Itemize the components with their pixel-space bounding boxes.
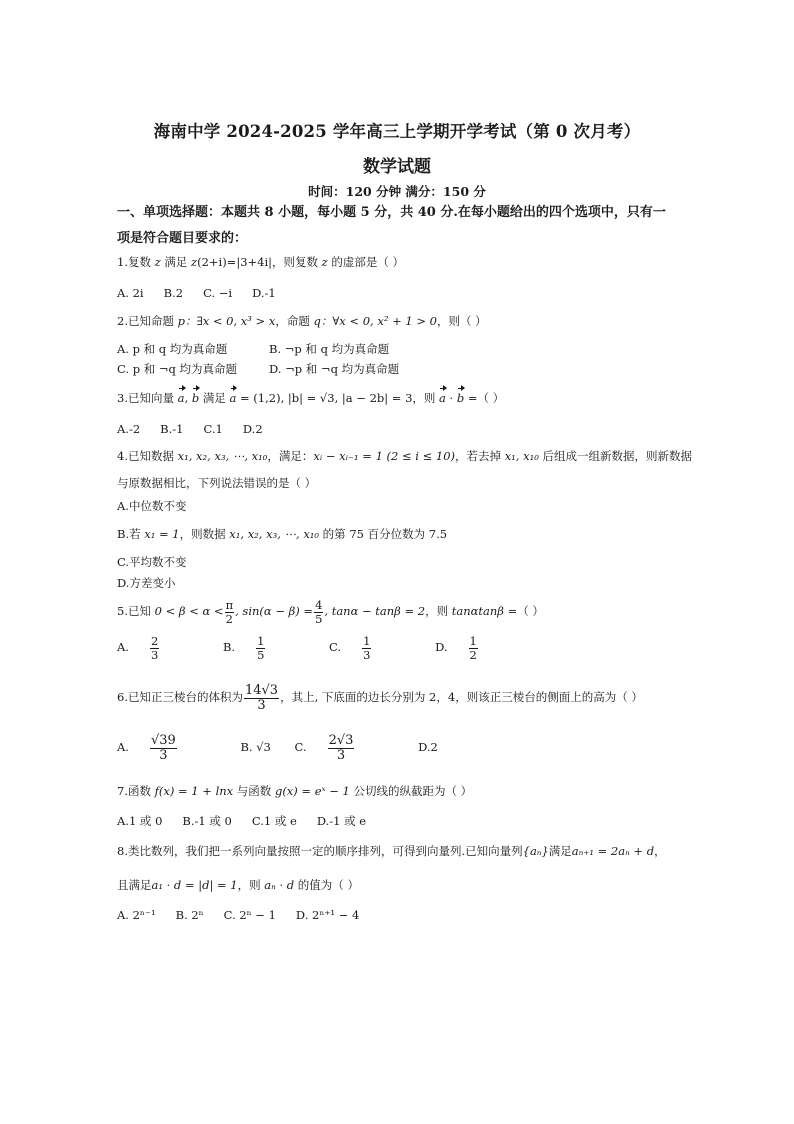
q6-option-b: B. √3 xyxy=(240,740,271,754)
question-8-stem-line2: 且满足a₁ · d = |d| = 1，则 aₙ · d 的值为（ ） xyxy=(117,878,359,892)
q4-option-c: C.平均数不变 xyxy=(117,555,187,569)
q3-option-b: B.-1 xyxy=(160,422,184,436)
question-7-stem: 7.函数 f(x) = 1 + lnx 与函数 g(x) = eˣ − 1 公切线的纵截距为（ ） xyxy=(117,784,473,798)
q5-option-b: B. $\frac{1}{5}$ xyxy=(222,634,265,662)
q3-option-d: D.2 xyxy=(242,422,263,436)
question-6-stem: 6.已知正三棱台的体积为 $\frac{14√3}{3}$ ，其上, 下底面的边长分别为 2，4，则该正三棱台的侧面上的高为（ ） xyxy=(117,682,643,713)
q4-option-b: B.若 x₁ = 1，则数据 x₁, x₂, x₃, ⋯, x₁₀ 的第 75 百分位数为 7.5 xyxy=(117,527,448,541)
question-5-options xyxy=(117,632,538,662)
q8-option-d: D. 2ⁿ⁺¹ − 4 xyxy=(295,908,360,922)
question-5-stem: 5.已知 0 < β < α < $\frac{\pi}{2}$ , sin(α − β) = $\frac{4}{5}$ , tanα − tanβ = 2，则 tanαtanβ =（ ） xyxy=(117,598,544,626)
q3-condition: = (1,2), |b| = √3, |a − 2b| = 3 xyxy=(240,391,413,405)
q1-formula: (2+i)=|3+4i| xyxy=(197,255,273,269)
q5-option-a: A. $\frac{2}{3}$ xyxy=(117,634,159,662)
question-4-stem-line2: 与原数据相比，下列说法错误的是（ ） xyxy=(117,476,317,490)
q3-option-c: C.1 xyxy=(203,422,223,436)
q1-option-c: C. −i xyxy=(203,286,233,300)
q2-option-d: D. ¬p 和 ¬q 均为真命题 xyxy=(269,362,400,376)
q2-option-b: B. ¬p 和 q 均为真命题 xyxy=(269,342,390,356)
q6-option-d: D.2 xyxy=(418,740,438,754)
q7-option-b: B.-1 或 0 xyxy=(182,814,232,828)
q3-option-a: A.-2 xyxy=(117,422,141,436)
q4-option-a: A.中位数不变 xyxy=(117,499,187,513)
subject-title: 数学试题 xyxy=(363,157,431,177)
question-2-stem: 2.已知命题 p：∃x < 0, x³ > x，命题 q：∀x < 0, x² + 1 > 0，则（ ） xyxy=(117,314,487,328)
q1-option-d: D.-1 xyxy=(252,286,276,300)
section-heading-line2: 项是符合题目要求的： xyxy=(117,231,248,246)
question-2-options-row2 xyxy=(117,360,419,378)
q7-option-c: C.1 或 e xyxy=(251,814,297,828)
question-2-options-row1 xyxy=(117,340,409,358)
q5-option-d: D. $\frac{1}{2}$ xyxy=(435,634,477,662)
q5-option-c: C. $\frac{1}{3}$ xyxy=(329,634,371,662)
time-score-info: 时间：120 分钟 满分：150 分 xyxy=(308,184,486,199)
question-7-options xyxy=(117,812,386,830)
q6-option-a: A. $\frac{√39}{3}$ xyxy=(117,732,176,763)
q7-option-d: D.-1 或 e xyxy=(316,814,367,828)
exam-title: 海南中学 2024-2025 学年高三上学期开学考试（第 0 次月考） xyxy=(153,122,641,141)
q4-option-d: D.方差变小 xyxy=(117,576,176,590)
q1-option-a: A. 2i xyxy=(117,286,144,300)
question-1-stem: 1.复数 z 满足 z(2+i)=|3+4i|，则复数 z 的虚部是（ ） xyxy=(117,255,405,269)
q6-option-c: C. $\frac{2√3}{3}$ xyxy=(294,732,354,763)
section-heading xyxy=(117,200,677,252)
q8-option-c: C. 2ⁿ − 1 xyxy=(223,908,276,922)
question-1-options xyxy=(117,284,296,302)
q2-option-a: A. p 和 q 均为真命题 xyxy=(117,342,228,356)
q1-option-b: B.2 xyxy=(163,286,184,300)
q8-option-b: B. 2ⁿ xyxy=(175,908,204,922)
question-8-stem-line1: 8.类比数列，我们把一系列向量按照一定的顺序排列，可得到向量列.已知向量列{aₙ}满足aₙ₊₁ = 2aₙ + d， xyxy=(117,844,666,858)
q7-option-a: A.1 或 0 xyxy=(117,814,163,828)
question-3-options xyxy=(117,420,283,438)
q8-option-a: A. 2ⁿ⁻¹ xyxy=(117,908,156,922)
question-3-stem: 3.已知向量 a, b 满足 a = (1,2), |b| = √3, |a − 2b| = 3，则 a · b =（ ） xyxy=(117,391,505,405)
section-heading-line1: 一、单项选择题：本题共 8 小题，每小题 5 分，共 40 分.在每小题给出的四个选项中，只有一 xyxy=(117,205,666,220)
q2-option-c: C. p 和 ¬q 均为真命题 xyxy=(117,362,238,376)
question-6-options xyxy=(117,730,458,764)
question-8-options xyxy=(117,906,379,924)
question-4-stem-line1: 4.已知数据 x₁, x₂, x₃, ⋯, x₁₀，满足：xᵢ − xᵢ₋₁ = 1 (2 ≤ i ≤ 10)，若去掉 x₁, x₁₀ 后组成一组新数据，则新数据 xyxy=(117,449,692,463)
